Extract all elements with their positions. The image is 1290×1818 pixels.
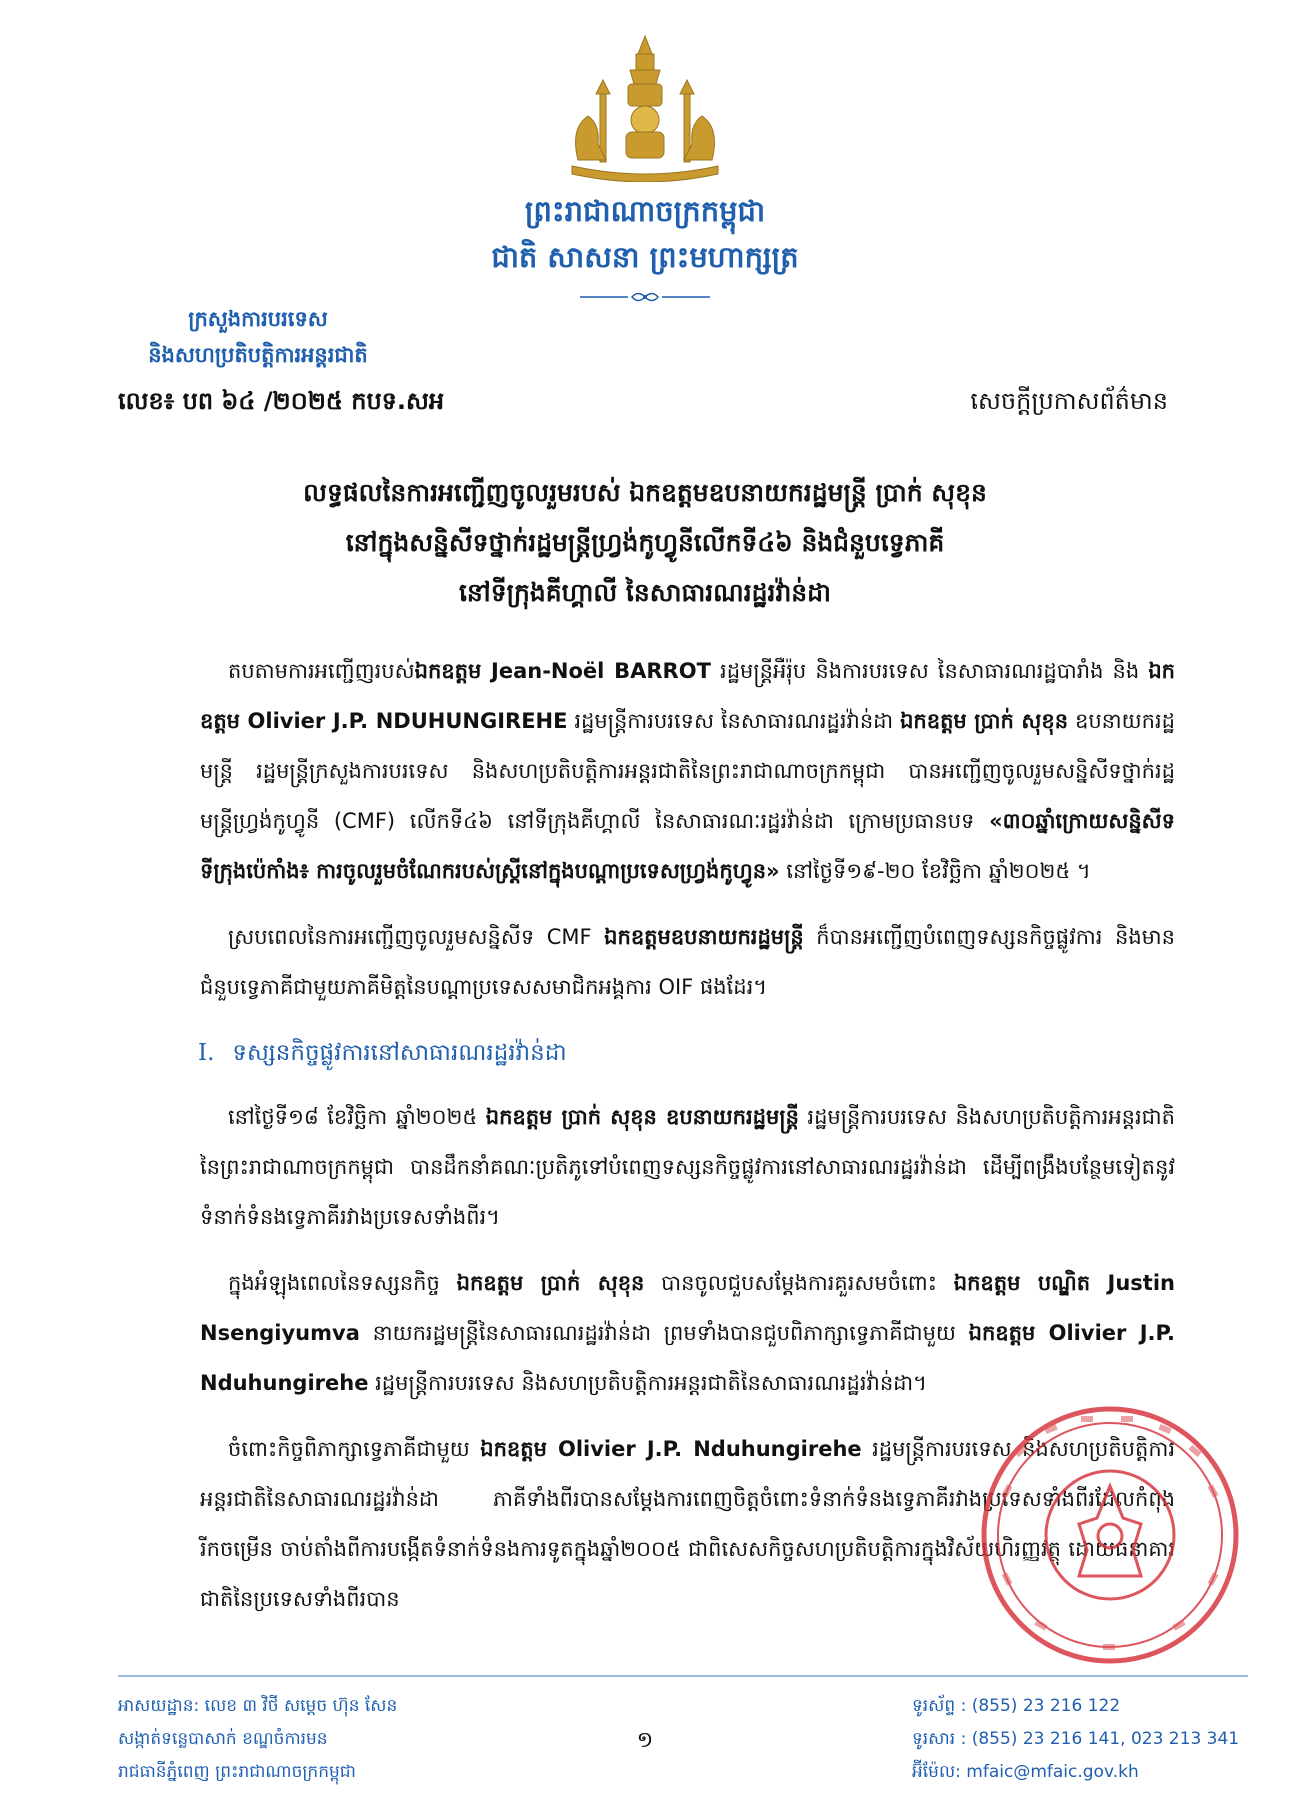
official-seal-icon <box>975 1400 1245 1670</box>
royal-emblem-icon <box>560 32 730 182</box>
text-span: ឧបនាយករដ្ឋមន្ត្រី រដ្ឋមន្ត្រីក្រសួងការបរទេស និងសហប្រតិបត្តិការអន្តរជាតិនៃព្រះរាជាណាចក្រកម្ពុជា បានអញ្ជើញចូលរួមសន្និសីទថ្នាក់រដ្ឋមន្ត្រីហ្វ្រង់កូហ្វូនី (CMF) លើកទី៤៦ នៅទីក្រុងគីហ្គាលី នៃសាធារណៈរដ្ឋរវ៉ាន់ដា ក្រោមប្រធានបទ <box>200 709 1175 833</box>
bold-name: ឯកឧត្តម បណ្ឌិត Justin Nsengiyumva <box>200 1271 1175 1345</box>
address-line: រាជធានីភ្នំពេញ ព្រះរាជាណាចក្រកម្ពុជា <box>118 1762 356 1782</box>
footer-address <box>118 1690 397 1789</box>
ornament-divider-icon <box>580 290 710 304</box>
section-title: ទស្សនកិច្ចផ្លូវការនៅសាធារណរដ្ឋរវ៉ាន់ដា <box>232 1040 567 1066</box>
press-release-title-line1: លទ្ធផលនៃការអញ្ជើញចូលរួមរបស់ ឯកឧត្តមឧបនាយករដ្ឋមន្ត្រី ប្រាក់ សុខុន <box>303 478 987 507</box>
footer-divider <box>118 1675 1248 1677</box>
paragraph-2 <box>200 912 1175 1012</box>
address-line: សង្កាត់ទន្លេបាសាក់ ខណ្ឌចំការមន <box>118 1729 328 1749</box>
ministry-name-line2: និងសហប្រតិបត្តិការអន្តរជាតិ <box>148 343 368 367</box>
page-number: ១ <box>636 1728 654 1753</box>
bold-name: ឯកឧត្តម Olivier J.P. Nduhungirehe <box>200 1321 1176 1395</box>
bold-name: ឯកឧត្តម ប្រាក់ សុខុន ឧបនាយករដ្ឋមន្ត្រី <box>485 1105 799 1129</box>
email-address: អ៊ីម៉ែល: mfaic@mfaic.gov.kh <box>912 1762 1139 1782</box>
press-release-title-line2: នៅក្នុងសន្និសីទថ្នាក់រដ្ឋមន្ត្រីហ្វ្រង់កូហ្វូនីលើកទី៤៦ និងជំនួបទ្វេភាគី <box>345 528 945 557</box>
text-span: រដ្ឋមន្ត្រីការបរទេស និងសហប្រតិបត្តិការអន្តរជាតិនៃព្រះរាជាណាចក្រកម្ពុជា បានដឹកនាំគណៈប្រតិភូទៅបំពេញទស្សនកិច្ចផ្លូវការនៅសាធារណរដ្ឋរវ៉ាន់ដា ដើម្បីពង្រឹងបន្ថែមទៀតនូវទំនាក់ទំនងទ្វេភាគីរវាងប្រទេសទាំងពីរ។ <box>200 1105 1175 1229</box>
text-span: ចំពោះកិច្ចពិភាក្សាទ្វេភាគីជាមួយ <box>228 1437 481 1461</box>
bold-name: ឯកឧត្តម ប្រាក់ សុខុន <box>456 1271 645 1295</box>
section-heading <box>200 1028 1175 1078</box>
phone-number: ទូរស័ព្ទ : (855) 23 216 122 <box>912 1696 1121 1716</box>
paragraph-3 <box>200 1092 1175 1242</box>
text-span: ស្របពេលនៃការអញ្ជើញចូលរួមសន្និសីទ CMF <box>228 925 605 949</box>
text-span: តបតាមការអញ្ជើញរបស់ <box>228 659 415 683</box>
bold-name: ឯកឧត្តមឧបនាយករដ្ឋមន្ត្រី <box>604 925 804 949</box>
kingdom-name: ព្រះរាជាណាចក្រកម្ពុជា <box>524 194 766 228</box>
text-span: ក្នុងអំឡុងពេលនៃទស្សនកិច្ច <box>228 1271 457 1295</box>
text-span: បានចូលជួបសម្តែងការគួរសមចំពោះ <box>644 1271 954 1295</box>
text-span: រដ្ឋមន្ត្រីការបរទេស និងសហប្រតិបត្តិការអន្តរជាតិនៃសាធារណរដ្ឋរវ៉ាន់ដា។ <box>368 1371 927 1395</box>
text-span: នៅថ្ងៃទី១៩-២០ ខែវិច្ឆិកា ឆ្នាំ២០២៥ ។ <box>779 859 1091 883</box>
text-span: រដ្ឋមន្ត្រីការបរទេស និងសហប្រតិបត្តិការអន្តរជាតិនៃសាធារណរដ្ឋរវ៉ាន់ដា ភាគីទាំងពីរបានសម្តែងការពេញចិត្តចំពោះទំនាក់ទំនងទ្វេភាគីរវាងប្រទេសទាំងពីរដែលកំពុងរីកចម្រើន ចាប់តាំងពីការបង្កើតទំនាក់ទំនងការទូតក្នុងឆ្នាំ២០០៥ ជាពិសេសកិច្ចសហប្រតិបត្តិការក្នុងវិស័យហិរញ្ញវត្ថុ ដោយធនាគារជាតិនៃប្រទេសទាំងពីរបាន <box>200 1437 1175 1611</box>
bold-theme: «៣០ឆ្នាំក្រោយសន្និសីទទីក្រុងប៉េកាំង៖ ការចូលរួមចំណែករបស់ស្ត្រីនៅក្នុងបណ្តាប្រទេសហ្វ្រង់កូហ្វូន» <box>200 809 1175 883</box>
bold-name: ឯកឧត្តម Olivier J.P. NDUHUNGIREHE <box>200 659 1175 733</box>
fax-number: ទូរសារ : (855) 23 216 141, 023 213 341 <box>912 1729 1240 1749</box>
section-number: I. <box>198 1040 215 1066</box>
bold-name: ឯកឧត្តម Jean-Noël BARROT <box>414 659 711 683</box>
footer-contacts <box>912 1690 1239 1789</box>
bold-name: ឯកឧត្តម Olivier J.P. Nduhungirehe <box>480 1437 862 1461</box>
text-span: រដ្ឋមន្ត្រីអឺរ៉ុប និងការបរទេស នៃសាធារណរដ្ឋបារាំង និង <box>710 659 1149 683</box>
national-motto: ជាតិ សាសនា ព្រះមហាក្សត្រ <box>491 240 799 274</box>
press-release-title-line3: នៅទីក្រុងគីហ្គាលី នៃសាធារណរដ្ឋរវ៉ាន់ដា <box>459 578 831 607</box>
bold-name: ឯកឧត្តម ប្រាក់ សុខុន <box>900 709 1069 733</box>
text-span: ក៏បានអញ្ជើញបំពេញទស្សនកិច្ចផ្លូវការ និងមានជំនួបទ្វេភាគីជាមួយភាគីមិត្តនៃបណ្តាប្រទេសសមាជិកអង្គការ OIF ផងដែរ។ <box>200 925 1175 999</box>
reference-number: លេខ៖ បព ៦៤ /២០២៥ កបទ.សអ <box>118 387 445 415</box>
document-type: សេចក្តីប្រកាសព័ត៌មាន <box>970 387 1168 415</box>
text-span: នាយករដ្ឋមន្ត្រីនៃសាធារណរដ្ឋរវ៉ាន់ដា ព្រមទាំងបានជួបពិភាក្សាទ្វេភាគីជាមួយ <box>359 1321 969 1345</box>
paragraph-4 <box>200 1258 1175 1408</box>
paragraph-1 <box>200 646 1175 896</box>
address-line: អាសយដ្ឋាន: លេខ ៣ វិថី សម្តេច ហ៊ុន សែន <box>118 1696 398 1716</box>
text-span: រដ្ឋមន្ត្រីការបរទេស នៃសាធារណរដ្ឋរវ៉ាន់ដា <box>567 709 901 733</box>
ministry-name-line1: ក្រសួងការបរទេស <box>188 307 328 331</box>
text-span: នៅថ្ងៃទី១៨ ខែវិច្ឆិកា ឆ្នាំ២០២៥ <box>228 1105 486 1129</box>
